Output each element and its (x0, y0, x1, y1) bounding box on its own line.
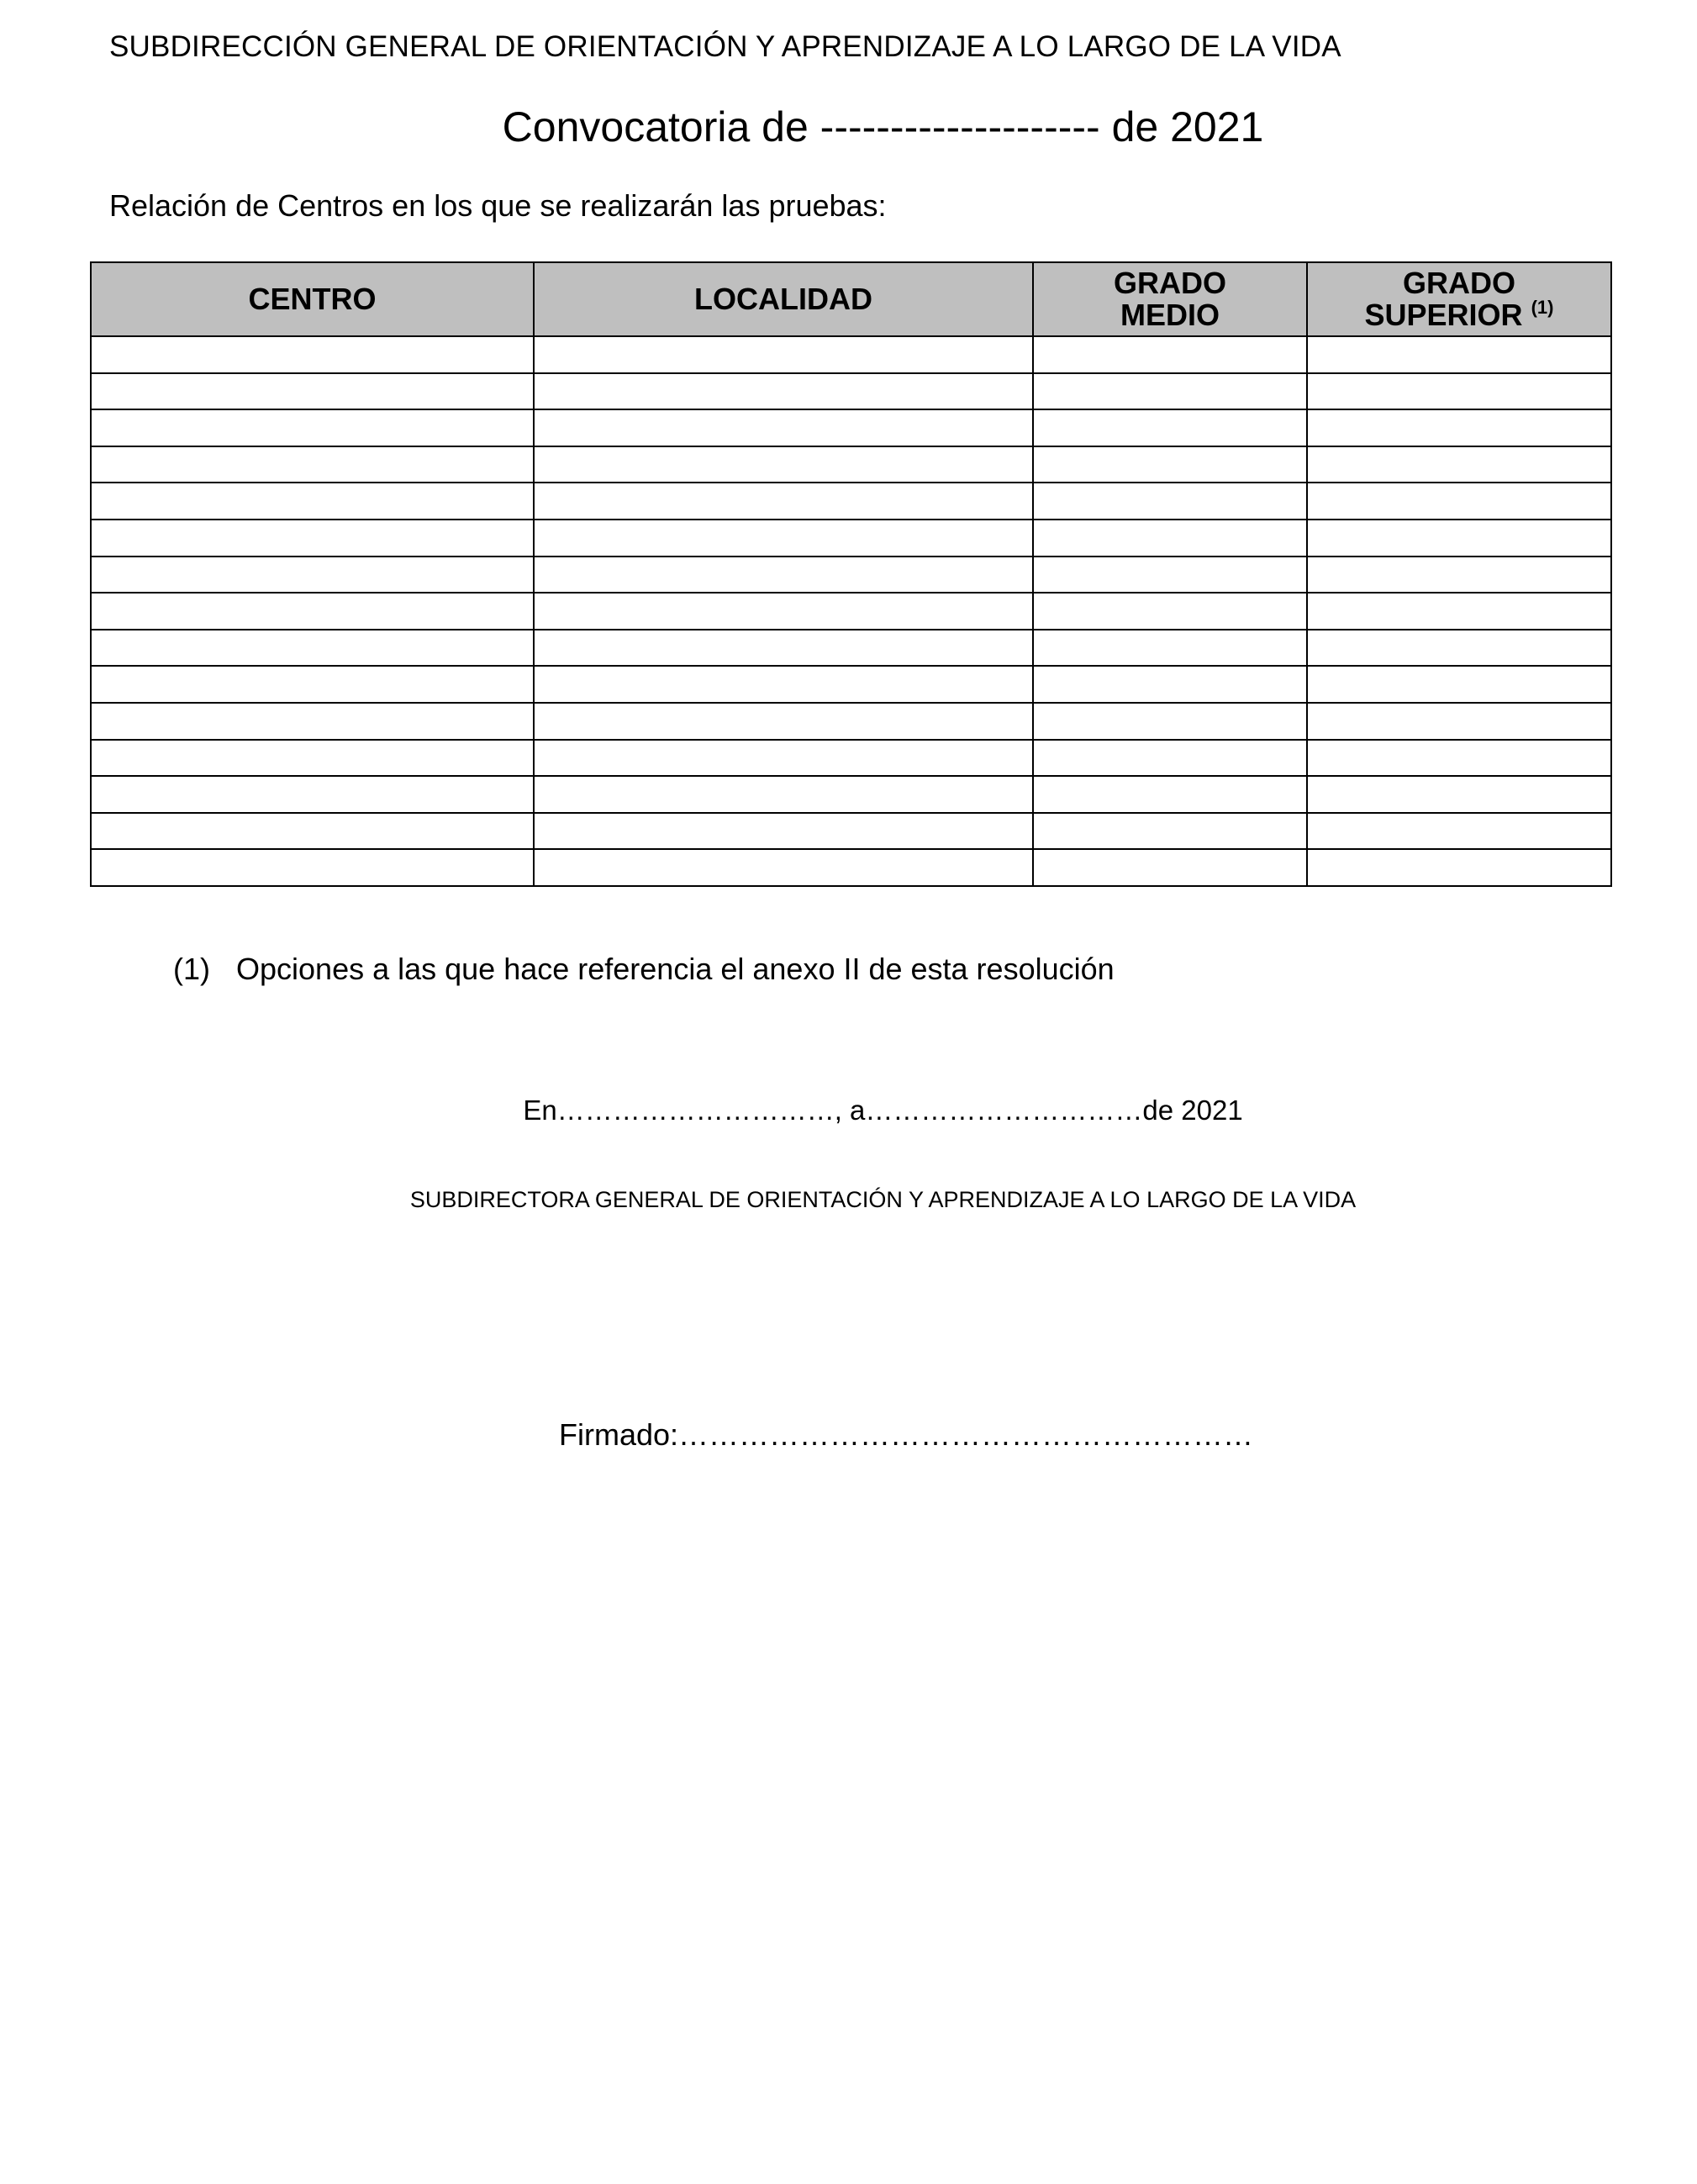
cell-grado-medio[interactable] (1033, 703, 1307, 740)
cell-grado-medio[interactable] (1033, 557, 1307, 593)
cell-localidad[interactable] (534, 776, 1033, 813)
cell-grado-superior[interactable] (1307, 446, 1611, 483)
cell-centro[interactable] (91, 336, 534, 373)
cell-centro[interactable] (91, 813, 534, 850)
cell-grado-superior[interactable] (1307, 776, 1611, 813)
header-grado-superior (1307, 262, 1611, 336)
cell-grado-superior[interactable] (1307, 630, 1611, 667)
table-row (91, 557, 1611, 593)
cell-localidad[interactable] (534, 446, 1033, 483)
header-grado-superior-line1: GRADO (1403, 266, 1515, 300)
department-header: SUBDIRECCIÓN GENERAL DE ORIENTACIÓN Y APRENDIZAJE A LO LARGO DE LA VIDA (109, 30, 1341, 63)
cell-localidad[interactable] (534, 520, 1033, 557)
cell-centro[interactable] (91, 740, 534, 777)
document-title: Convocatoria de -------------------- de 2021 (502, 103, 1264, 150)
header-centro-label: CENTRO (248, 282, 377, 316)
cell-grado-medio[interactable] (1033, 373, 1307, 410)
cell-localidad[interactable] (534, 409, 1033, 446)
cell-localidad[interactable] (534, 557, 1033, 593)
cell-centro[interactable] (91, 557, 534, 593)
cell-grado-medio[interactable] (1033, 483, 1307, 520)
cell-grado-superior[interactable] (1307, 849, 1611, 886)
cell-grado-medio[interactable] (1033, 849, 1307, 886)
header-centro (91, 262, 534, 336)
table-row (91, 336, 1611, 373)
cell-grado-superior[interactable] (1307, 703, 1611, 740)
cell-grado-superior[interactable] (1307, 336, 1611, 373)
footnote-number: (1) (173, 952, 210, 986)
cell-localidad[interactable] (534, 703, 1033, 740)
cell-grado-superior[interactable] (1307, 409, 1611, 446)
table-row (91, 666, 1611, 703)
cell-grado-medio[interactable] (1033, 740, 1307, 777)
table-body (91, 336, 1611, 886)
cell-centro[interactable] (91, 666, 534, 703)
intro-text: Relación de Centros en los que se realizarán las pruebas: (109, 188, 887, 223)
cell-localidad[interactable] (534, 373, 1033, 410)
table-row (91, 703, 1611, 740)
cell-localidad[interactable] (534, 336, 1033, 373)
cell-localidad[interactable] (534, 666, 1033, 703)
header-grado-medio-line2: MEDIO (1120, 298, 1220, 332)
cell-grado-superior[interactable] (1307, 593, 1611, 630)
cell-centro[interactable] (91, 630, 534, 667)
centers-table (90, 261, 1612, 887)
cell-centro[interactable] (91, 703, 534, 740)
cell-centro[interactable] (91, 483, 534, 520)
cell-localidad[interactable] (534, 849, 1033, 886)
place-date-line: En…………………………, a…………………………de 2021 (523, 1095, 1243, 1126)
cell-centro[interactable] (91, 373, 534, 410)
cell-localidad[interactable] (534, 483, 1033, 520)
cell-grado-medio[interactable] (1033, 520, 1307, 557)
cell-localidad[interactable] (534, 630, 1033, 667)
cell-grado-medio[interactable] (1033, 776, 1307, 813)
header-grado-medio-line1: GRADO (1114, 266, 1226, 300)
header-localidad (534, 262, 1033, 336)
cell-grado-superior[interactable] (1307, 373, 1611, 410)
table-row (91, 373, 1611, 410)
cell-grado-medio[interactable] (1033, 630, 1307, 667)
cell-centro[interactable] (91, 849, 534, 886)
table-row (91, 740, 1611, 777)
table-row (91, 776, 1611, 813)
cell-grado-superior[interactable] (1307, 740, 1611, 777)
signature-line: Firmado:………………………………………………… (559, 1417, 1254, 1452)
cell-grado-superior[interactable] (1307, 483, 1611, 520)
cell-grado-medio[interactable] (1033, 593, 1307, 630)
table-row (91, 520, 1611, 557)
table-header-row (91, 262, 1611, 336)
cell-grado-medio[interactable] (1033, 446, 1307, 483)
signer-title: SUBDIRECTORA GENERAL DE ORIENTACIÓN Y APRENDIZAJE A LO LARGO DE LA VIDA (409, 1187, 1357, 1212)
cell-grado-superior[interactable] (1307, 557, 1611, 593)
centers-table-container (90, 261, 1612, 887)
cell-grado-medio[interactable] (1033, 336, 1307, 373)
header-grado-superior-line2: SUPERIOR (1364, 298, 1523, 332)
cell-centro[interactable] (91, 520, 534, 557)
table-row (91, 630, 1611, 667)
cell-grado-superior[interactable] (1307, 666, 1611, 703)
cell-localidad[interactable] (534, 740, 1033, 777)
footnote-text: Opciones a las que hace referencia el anexo II de esta resolución (236, 952, 1115, 986)
header-grado-medio (1033, 262, 1307, 336)
table-row (91, 409, 1611, 446)
cell-centro[interactable] (91, 409, 534, 446)
table-row (91, 813, 1611, 850)
cell-localidad[interactable] (534, 593, 1033, 630)
cell-grado-medio[interactable] (1033, 813, 1307, 850)
cell-grado-medio[interactable] (1033, 409, 1307, 446)
cell-grado-medio[interactable] (1033, 666, 1307, 703)
table-row (91, 483, 1611, 520)
cell-centro[interactable] (91, 446, 534, 483)
table-row (91, 849, 1611, 886)
cell-grado-superior[interactable] (1307, 813, 1611, 850)
header-localidad-label: LOCALIDAD (694, 282, 872, 316)
cell-centro[interactable] (91, 593, 534, 630)
table-row (91, 446, 1611, 483)
cell-localidad[interactable] (534, 813, 1033, 850)
header-grado-superior-note: (1) (1531, 297, 1554, 318)
cell-centro[interactable] (91, 776, 534, 813)
table-row (91, 593, 1611, 630)
cell-grado-superior[interactable] (1307, 520, 1611, 557)
